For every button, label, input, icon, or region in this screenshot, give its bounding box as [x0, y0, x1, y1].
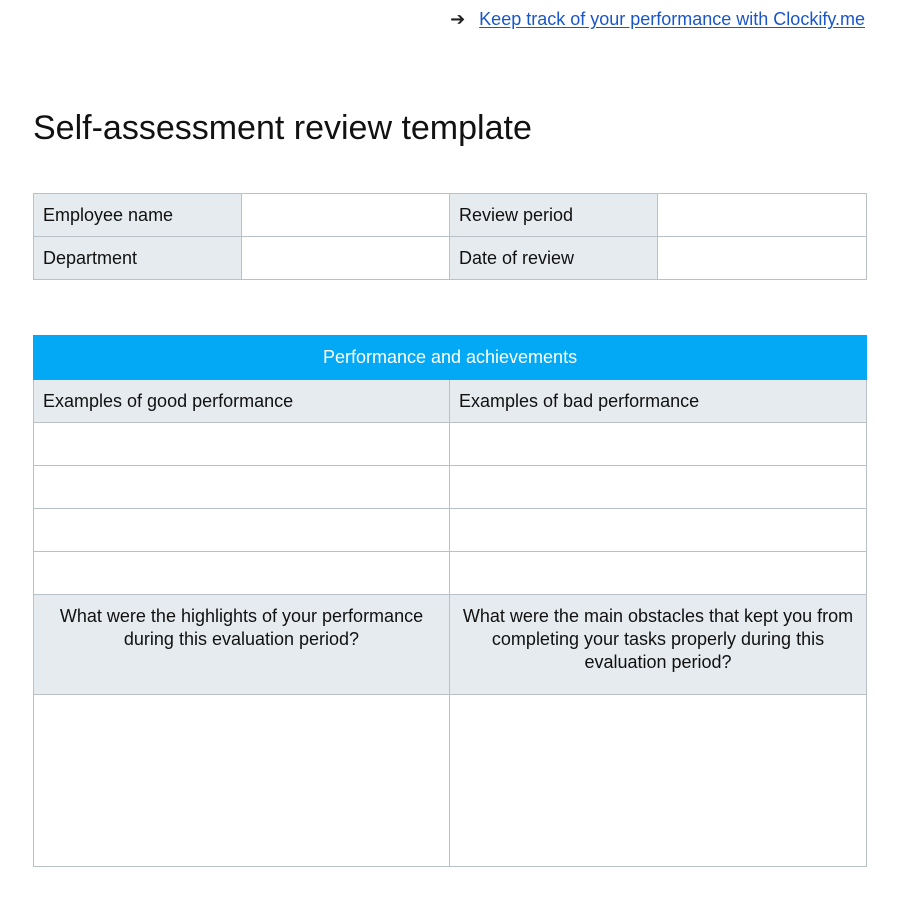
performance-subheader-row [34, 380, 867, 423]
date-of-review-label: Date of review [450, 237, 658, 280]
table-row [34, 552, 867, 595]
department-label: Department [34, 237, 242, 280]
bad-performance-entry-2[interactable] [450, 466, 867, 509]
bad-performance-entry-3[interactable] [450, 509, 867, 552]
performance-section-header-row [34, 336, 867, 380]
highlights-question: What were the highlights of your performance during this evaluation period? [34, 595, 450, 695]
good-performance-entry-2[interactable] [34, 466, 450, 509]
performance-table [33, 335, 867, 867]
highlights-answer-field[interactable] [34, 695, 450, 867]
date-of-review-field[interactable] [658, 237, 867, 280]
good-performance-entry-3[interactable] [34, 509, 450, 552]
obstacles-question: What were the main obstacles that kept you from completing your tasks properly during this evaluation period? [450, 595, 867, 695]
info-row-department [34, 237, 867, 280]
table-row [34, 423, 867, 466]
clockify-link[interactable]: Keep track of your performance with Clockify.me [479, 9, 865, 29]
page-title: Self-assessment review template [33, 109, 532, 147]
good-performance-header: Examples of good performance [34, 380, 450, 423]
review-period-field[interactable] [658, 194, 867, 237]
employee-name-field[interactable] [242, 194, 450, 237]
questions-row [34, 595, 867, 695]
bad-performance-header: Examples of bad performance [450, 380, 867, 423]
department-field[interactable] [242, 237, 450, 280]
bad-performance-entry-1[interactable] [450, 423, 867, 466]
table-row [34, 466, 867, 509]
obstacles-answer-field[interactable] [450, 695, 867, 867]
employee-info-table [33, 193, 867, 280]
answers-row [34, 695, 867, 867]
performance-section-title: Performance and achievements [34, 336, 867, 380]
good-performance-entry-4[interactable] [34, 552, 450, 595]
arrow-right-icon: ➔ [450, 9, 466, 29]
bad-performance-entry-4[interactable] [450, 552, 867, 595]
employee-name-label: Employee name [34, 194, 242, 237]
table-row [34, 509, 867, 552]
clockify-link-row [450, 7, 865, 31]
good-performance-entry-1[interactable] [34, 423, 450, 466]
review-period-label: Review period [450, 194, 658, 237]
info-row-employee [34, 194, 867, 237]
